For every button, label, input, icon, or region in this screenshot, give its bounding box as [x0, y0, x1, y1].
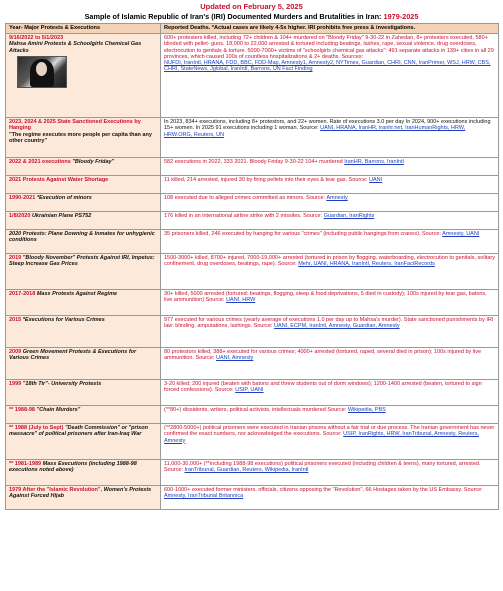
- page: [5, 2, 498, 510]
- table-row: [6, 348, 499, 380]
- row-year: 1/8/2020: [9, 213, 31, 219]
- row-details: [161, 290, 499, 316]
- row-sources[interactable]: IranHR, Barrons, IranIntl: [344, 159, 404, 165]
- row-label: [6, 34, 161, 118]
- row-event: Women's Protests Against Forced Hijab: [9, 487, 152, 500]
- row-text: 582 executions in 2022, 333 2021. Bloody Friday 9-30-22 104+ murdered: [164, 159, 343, 165]
- page-title: [5, 12, 498, 22]
- row-sources[interactable]: Amnesty: [326, 195, 348, 201]
- row-event: *Execution of minors: [36, 195, 92, 201]
- table-header-row: [6, 24, 499, 34]
- row-details: [161, 348, 499, 380]
- table-row: [6, 380, 499, 406]
- updated-date: Updated on February 5, 2025: [200, 2, 303, 11]
- row-details: [161, 486, 499, 510]
- table-row: [6, 316, 499, 348]
- row-details: [161, 176, 499, 194]
- row-event: Mass Executions (including 1988-98 executions noted above): [9, 461, 137, 474]
- row-sources[interactable]: Mehr, UANI, HRANA, IranIntl, Reuters, IranFactRecords: [298, 261, 435, 268]
- row-year: 2009: [9, 349, 22, 355]
- row-sources[interactable]: USIP, UANI: [235, 387, 264, 394]
- row-text: In 2023, 834+ executions, including 8+ protestors, and 22+ women. Rate of executions 3.0 per day In 2024, 900+ executions including 15+ women. In 2025 91 executions including 1 woman. Source:: [164, 119, 491, 132]
- row-year: 2020 Protests: Plane Downing & Inmates for unhygienic conditions: [9, 231, 155, 244]
- row-year: 2015: [9, 317, 22, 323]
- row-details: [161, 316, 499, 348]
- table-row: [6, 118, 499, 158]
- table-row: [6, 406, 499, 424]
- row-text: 80 protestors killed, 388+ executed for various crimes; 4000+ arrested (tortured, raped, several died in prison); 100s injured by live ammunition. Source:: [164, 349, 482, 362]
- row-event: "Bloody November" Protests Against IRI, Impetus: Steep Increase Gas Prices: [9, 255, 155, 268]
- row-details: [161, 34, 499, 118]
- row-event: *Executions for Various Crimes: [22, 317, 105, 323]
- row-text: 35 prisoners killed, 246 executed by hanging for various "crimes" (including public hangings from cranes). Source:: [164, 231, 441, 237]
- row-label: [6, 176, 161, 194]
- row-year: 2022 & 2021 executions: [9, 159, 71, 165]
- row-text: 176 killed in an international airline strike with 2 missiles. Source:: [164, 213, 323, 219]
- row-label: [6, 460, 161, 486]
- table-row: [6, 290, 499, 316]
- row-label: [6, 230, 161, 254]
- row-event: Mahsa Amini Protests & Schoolgirls Chemical Gas Attacks: [9, 41, 142, 54]
- row-event: "18th Tir"- University Protests: [22, 381, 102, 387]
- row-year: 1999: [9, 381, 22, 387]
- row-details: [161, 194, 499, 212]
- row-details: [161, 254, 499, 290]
- row-details: [161, 230, 499, 254]
- title-text: Sample of Islamic Republic of Iran's (IRI) Documented Murders and Brutalities in Iran:: [84, 12, 382, 21]
- row-label: [6, 158, 161, 176]
- table-row: [6, 254, 499, 290]
- row-sources[interactable]: IranTribunal, Guardian, Reuters, Wikipedia, IranIntl: [184, 467, 309, 474]
- row-text: 30+ killed, 5000 arrested (tortured: beatings, flogging, sleep & food deprivations, 5 died in custody); 100s injured by tear gas, batons, live ammunition) Source:: [164, 291, 487, 304]
- table-row: [6, 34, 499, 118]
- row-sources[interactable]: UANI, HRANA, IranHR, iranhr.net, IranHumanRights, HRW, HRW.ORG, Reuters, UN: [164, 125, 466, 138]
- row-year: 2023, 2024 & 2025 State Sanctioned Executions by Hanging: [9, 119, 141, 132]
- table-row: [6, 176, 499, 194]
- row-sources[interactable]: NUFDI, IranIntl, HRANA, FDD, BBC, FDD-Map, Amnesty1, Amnesty2, NYTimes, Guardian, CHRI, CNN, IranPrimer, WSJ, HRW, CBS, CHRI, StateNews, Jglobal, IranIntl, Barrons, UN Fact Finding: [164, 60, 491, 73]
- row-sources[interactable]: Amnesty, IranTribunal Britannica: [164, 493, 244, 500]
- row-event: Mass Protests Against Regime: [36, 291, 118, 297]
- row-label: [6, 348, 161, 380]
- row-text: 11 killed, 214 arrested, injured 30 by firing pellets into their eyes & tear gas. Source:: [164, 177, 368, 183]
- row-event: "Chain Murders": [36, 407, 81, 413]
- row-details: [161, 406, 499, 424]
- row-details: [161, 424, 499, 460]
- row-sources[interactable]: Wikipedia, PBS: [347, 407, 386, 413]
- atrocities-table: [5, 23, 499, 510]
- row-text: (**2800-5000+) political prisoners were executed in Iranian prisons without a fair trial or due process. The Iranian government has never confirmed the exact numbers, nor acknowledged the executions. Source:: [164, 425, 495, 438]
- row-label: [6, 194, 161, 212]
- row-label: [6, 254, 161, 290]
- row-year: 1979 After the "Islamic Revolution",: [9, 487, 103, 493]
- row-text: 600+ protesters killed, including 72+ children & 104+ murdered on "Bloody Friday" 9-30-22 in Zahedan, 8+ protesters executed, 580+ blinded with pellet- guns. 18,000 to 22,000 arrested & tortured including beatings, lashes, rape, sexual violence, drug overdoses, electrocution to genitals & torture. 5000-7000+ victims of "schoolgirls chemical gas attacks": 491 separate attacks in 139+ cities in all 29 provinces, which caused 100s of countless hospitalizations & 2+ deaths. Sources:: [164, 35, 494, 60]
- row-sources[interactable]: USIP, IranRights, HRW, IranTribunal, Amnesty, Reuters, Amnesty: [164, 431, 479, 444]
- protest-photo: [17, 56, 67, 88]
- row-label: [6, 290, 161, 316]
- table-row: [6, 230, 499, 254]
- row-details: [161, 460, 499, 486]
- row-year: ** 1988 (July to Sept): [9, 425, 64, 431]
- row-label: [6, 212, 161, 230]
- row-sources[interactable]: UANI, ECPM, IranIntl, Amnesty, Guardian, Amnesty: [274, 323, 400, 330]
- row-text: 977 executed for various crimes (yearly average of executions 1.0 per day up to Mahsa's murder). State sanctioned punishments by IRI law: blinding, amputations, lashings. Source:: [164, 317, 494, 330]
- row-year: 2021 Protests Against Water Shortage: [9, 177, 109, 183]
- row-label: [6, 380, 161, 406]
- row-event: "Bloody Friday": [72, 159, 115, 165]
- table-row: [6, 194, 499, 212]
- row-year: 2017-2018: [9, 291, 36, 297]
- row-text: 11,000-30,000+ (**including 1988-98 executions) political prisoners executed (including children & teens), many tortured, arrested. Source:: [164, 461, 481, 474]
- row-year: ** 1988-98: [9, 407, 35, 413]
- row-details: [161, 158, 499, 176]
- row-sources[interactable]: Guardian, IranRights: [323, 213, 375, 219]
- row-year: 9/16/2022 to 5/1/2023: [9, 35, 64, 41]
- row-label: [6, 406, 161, 424]
- row-details: [161, 380, 499, 406]
- row-event: "The regime executes more people per capita than any other country": [9, 131, 152, 144]
- row-details: [161, 212, 499, 230]
- table-row: [6, 460, 499, 486]
- title-years: 1979-2025: [383, 12, 419, 21]
- row-label: [6, 316, 161, 348]
- row-year: 1990-2021: [9, 195, 36, 201]
- row-sources[interactable]: UANI, HRW: [226, 297, 256, 304]
- row-label: [6, 424, 161, 460]
- row-text: (**80+) dissidents, writers, political activists, intellectuals murdered Source:: [164, 407, 347, 413]
- row-year: ** 1981-1989: [9, 461, 42, 467]
- table-row: [6, 424, 499, 460]
- table-row: [6, 158, 499, 176]
- row-event: Green Movement Protests & Executions for Various Crimes: [9, 349, 137, 362]
- row-text: 108 executed due to alleged crimes committed as minors. Source:: [164, 195, 326, 201]
- table-row: [6, 212, 499, 230]
- header-left: Year- Major Protests & Executions: [6, 24, 161, 34]
- row-sources[interactable]: UANI, Amnesty: [215, 355, 254, 362]
- table-row: [6, 486, 499, 510]
- row-text: 600-1000+ executed former ministers, officials, citizens opposing the "Revolution", 66 Hostages taken by the US Embassy. Source:: [164, 487, 483, 493]
- row-details: [161, 118, 499, 158]
- row-label: [6, 118, 161, 158]
- row-text: 3-20 killed; 200 injured (beaten with batons and threw students out of dorm windows); 1200-1400 arrested (beaten, tortured to sign forced confessions). Source:: [164, 381, 482, 394]
- row-sources[interactable]: UANI: [369, 177, 383, 183]
- row-event: "Death Commission" or "prison massacre" of political prisoners after Iran-Iraq War: [9, 425, 148, 438]
- header-right: Reported Deaths. *Actual cases are likely 4-5x higher. IRI prohibits free press & investigations.: [161, 24, 499, 34]
- row-event: Ukrainian Plane PS752: [31, 213, 92, 219]
- row-label: [6, 486, 161, 510]
- row-year: 2019: [9, 255, 22, 261]
- row-text: 1500-3000+ killed, 8700+ injured, 7000-19,000+ arrested (tortured in prison by flogging, waterboarding, electrocution to genitals, solitary confinement, drug overdoses, beatings, rape). Source:: [164, 255, 495, 268]
- row-sources[interactable]: Amnesty, UANI: [442, 231, 480, 237]
